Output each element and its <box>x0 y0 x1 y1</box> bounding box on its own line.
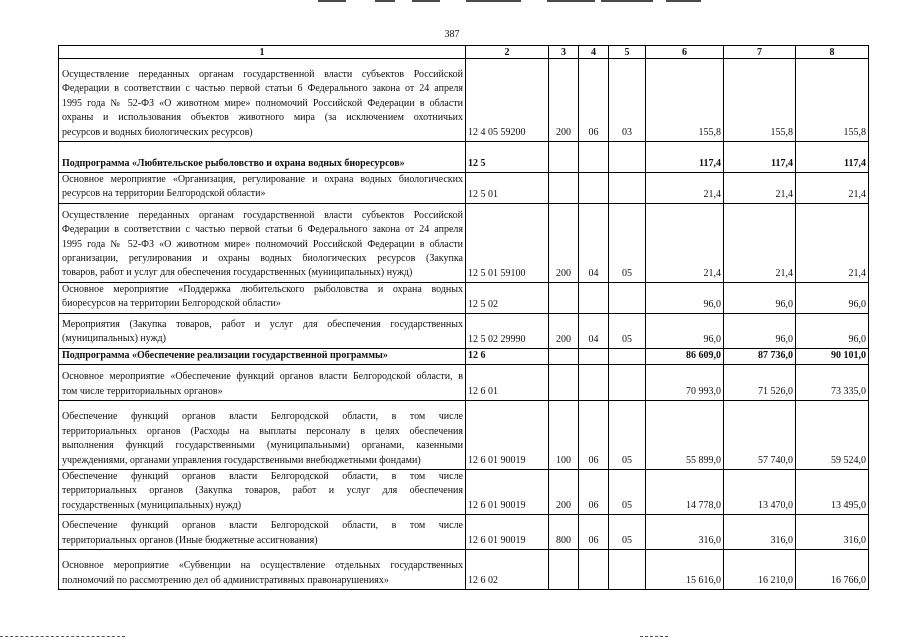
row-description <box>59 282 466 313</box>
subsection <box>609 282 646 313</box>
scan-edge-mark <box>0 636 125 637</box>
description-line: Обеспечение функций органов власти Белгородской области, в том числе <box>62 471 463 483</box>
amount-col-7: 87 736,0 <box>724 348 796 364</box>
expense-type: 200 <box>549 203 579 282</box>
row-description <box>59 348 466 364</box>
section <box>579 348 609 364</box>
table-row <box>59 348 869 364</box>
budget-code: 12 5 02 29990 <box>466 313 549 348</box>
scan-edge-mark <box>666 0 701 2</box>
description-line: (муниципальных) нужд) <box>62 333 166 345</box>
amount-col-8: 16 766,0 <box>796 550 869 590</box>
amount-col-6: 86 609,0 <box>646 348 724 364</box>
description-line: территориальных органов (Расходы на выплаты персоналу в целях обеспечения <box>62 425 463 437</box>
budget-code: 12 5 <box>466 142 549 173</box>
section <box>579 142 609 173</box>
budget-table <box>58 45 869 590</box>
amount-col-8: 96,0 <box>796 313 869 348</box>
expense-type <box>549 282 579 313</box>
amount-col-6: 21,4 <box>646 173 724 204</box>
table-row <box>59 203 869 282</box>
amount-col-8: 21,4 <box>796 203 869 282</box>
column-header-8: 8 <box>796 46 869 59</box>
expense-type <box>549 173 579 204</box>
description-line: Подпрограмма «Любительское рыболовство и охрана водных биоресурсов» <box>62 157 405 169</box>
row-description <box>59 515 466 550</box>
amount-col-8: 13 495,0 <box>796 470 869 515</box>
row-description <box>59 401 466 470</box>
section <box>579 282 609 313</box>
amount-col-6: 316,0 <box>646 515 724 550</box>
expense-type <box>549 348 579 364</box>
section: 06 <box>579 401 609 470</box>
section: 06 <box>579 515 609 550</box>
budget-code: 12 6 01 90019 <box>466 515 549 550</box>
amount-col-7: 155,8 <box>724 59 796 142</box>
amount-col-8: 21,4 <box>796 173 869 204</box>
section <box>579 550 609 590</box>
description-line: Федерации в соответствии с частью первой статьи 6 Федерального закона от 24 апреля <box>62 83 463 95</box>
subsection: 05 <box>609 401 646 470</box>
table-row <box>59 515 869 550</box>
amount-col-6: 96,0 <box>646 313 724 348</box>
amount-col-8: 90 101,0 <box>796 348 869 364</box>
row-description <box>59 550 466 590</box>
amount-col-7: 96,0 <box>724 313 796 348</box>
scan-edge-mark <box>375 0 395 2</box>
subsection <box>609 142 646 173</box>
description-line: Основное мероприятие «Организация, регулирование и охрана водных биологических <box>62 174 463 185</box>
amount-col-7: 21,4 <box>724 173 796 204</box>
column-header-2: 2 <box>466 46 549 59</box>
description-line: Подпрограмма «Обеспечение реализации государственной программы» <box>62 349 388 361</box>
section: 06 <box>579 59 609 142</box>
scan-edge-mark <box>547 0 595 2</box>
budget-code: 12 5 01 59100 <box>466 203 549 282</box>
expense-type: 200 <box>549 313 579 348</box>
column-header-4: 4 <box>579 46 609 59</box>
expense-type <box>549 550 579 590</box>
row-description <box>59 203 466 282</box>
amount-col-8: 96,0 <box>796 282 869 313</box>
amount-col-7: 13 470,0 <box>724 470 796 515</box>
subsection: 03 <box>609 59 646 142</box>
column-header-6: 6 <box>646 46 724 59</box>
table-row <box>59 282 869 313</box>
row-description <box>59 173 466 204</box>
scan-edge-mark <box>318 0 346 2</box>
amount-col-6: 155,8 <box>646 59 724 142</box>
expense-type: 200 <box>549 470 579 515</box>
amount-col-6: 117,4 <box>646 142 724 173</box>
description-line: Основное мероприятие «Обеспечение функций органов власти Белгородской области, в <box>62 371 463 383</box>
row-description <box>59 470 466 515</box>
scan-edge-mark <box>640 636 668 637</box>
section: 04 <box>579 203 609 282</box>
amount-col-6: 14 778,0 <box>646 470 724 515</box>
amount-col-8: 155,8 <box>796 59 869 142</box>
amount-col-6: 55 899,0 <box>646 401 724 470</box>
amount-col-7: 16 210,0 <box>724 550 796 590</box>
table-row <box>59 59 869 142</box>
column-header-3: 3 <box>549 46 579 59</box>
amount-col-7: 96,0 <box>724 282 796 313</box>
table-row <box>59 470 869 515</box>
subsection <box>609 173 646 204</box>
budget-table-body <box>59 59 869 590</box>
row-description <box>59 313 466 348</box>
description-line: том числе территориальных органов» <box>62 385 223 397</box>
description-line: ресурсов на территории Белгородской области» <box>62 188 266 200</box>
expense-type <box>549 365 579 401</box>
section: 06 <box>579 470 609 515</box>
description-line: Федерации в соответствии с частью первой статьи 6 Федерального закона от 24 апреля <box>62 224 463 236</box>
amount-col-7: 57 740,0 <box>724 401 796 470</box>
amount-col-7: 117,4 <box>724 142 796 173</box>
section <box>579 173 609 204</box>
description-line: Основное мероприятие «Субвенции на осуществление отдельных государственных <box>62 560 463 572</box>
subsection <box>609 348 646 364</box>
description-line: Обеспечение функций органов власти Белгородской области, в том числе <box>62 520 463 532</box>
budget-code: 12 6 01 <box>466 365 549 401</box>
column-header-7: 7 <box>724 46 796 59</box>
description-line: охраны и использования объектов животного мира (за исключением охотничьих <box>62 112 463 124</box>
amount-col-7: 316,0 <box>724 515 796 550</box>
table-row <box>59 173 869 204</box>
description-line: организации, регулирования и охраны водных биологических ресурсов (Закупка <box>62 253 463 264</box>
description-line: территориальных органов (Иные бюджетные ассигнования) <box>62 534 318 546</box>
description-line: Основное мероприятие «Поддержка любительского рыболовства и охрана водных <box>62 283 463 295</box>
page-number: 387 <box>444 29 460 40</box>
subsection <box>609 550 646 590</box>
budget-code: 12 4 05 59200 <box>466 59 549 142</box>
scan-edge-mark <box>412 0 440 2</box>
table-row <box>59 313 869 348</box>
description-line: товаров, работ и услуг для обеспечения государственных (муниципальных) нужд) <box>62 267 413 279</box>
row-description <box>59 365 466 401</box>
budget-code: 12 6 01 90019 <box>466 470 549 515</box>
column-header-1: 1 <box>59 46 466 59</box>
subsection <box>609 365 646 401</box>
scan-edge-mark <box>601 0 653 2</box>
amount-col-8: 117,4 <box>796 142 869 173</box>
amount-col-6: 21,4 <box>646 203 724 282</box>
amount-col-7: 71 526,0 <box>724 365 796 401</box>
budget-code: 12 6 <box>466 348 549 364</box>
amount-col-6: 15 616,0 <box>646 550 724 590</box>
budget-code: 12 5 01 <box>466 173 549 204</box>
amount-col-8: 316,0 <box>796 515 869 550</box>
description-line: Осуществление переданных органам государственной власти субъектов Российской <box>62 68 463 80</box>
table-header-row <box>59 46 869 59</box>
amount-col-6: 70 993,0 <box>646 365 724 401</box>
expense-type: 200 <box>549 59 579 142</box>
table-row <box>59 142 869 173</box>
description-line: ресурсов и водных биологических ресурсов) <box>62 126 253 138</box>
amount-col-8: 73 335,0 <box>796 365 869 401</box>
column-header-5: 5 <box>609 46 646 59</box>
amount-col-8: 59 524,0 <box>796 401 869 470</box>
budget-code: 12 5 02 <box>466 282 549 313</box>
description-line: 1995 года № 52-ФЗ «О животном мире» полномочий Российской Федерации в области <box>62 238 463 250</box>
subsection: 05 <box>609 470 646 515</box>
budget-code: 12 6 01 90019 <box>466 401 549 470</box>
description-line: 1995 года № 52-ФЗ «О животном мире» полномочий Российской Федерации в области <box>62 97 463 109</box>
description-line: территориальных органов (Закупка товаров, работ и услуг для обеспечения <box>62 485 463 497</box>
amount-col-6: 96,0 <box>646 282 724 313</box>
description-line: биоресурсов на территории Белгородской области» <box>62 298 281 310</box>
description-line: Мероприятия (Закупка товаров, работ и услуг для обеспечения государственных <box>62 318 463 330</box>
description-line: полномочий по рассмотрению дел об административных правонарушениях» <box>62 574 389 586</box>
subsection: 05 <box>609 313 646 348</box>
section <box>579 365 609 401</box>
description-line: учреждениями, органами управления государственными внебюджетными фондами) <box>62 454 421 466</box>
table-row <box>59 401 869 470</box>
row-description <box>59 142 466 173</box>
row-description <box>59 59 466 142</box>
budget-code: 12 6 02 <box>466 550 549 590</box>
expense-type: 800 <box>549 515 579 550</box>
expense-type: 100 <box>549 401 579 470</box>
expense-type <box>549 142 579 173</box>
scan-edge-mark <box>466 0 521 2</box>
subsection: 05 <box>609 515 646 550</box>
description-line: Обеспечение функций органов власти Белгородской области, в том числе <box>62 411 463 423</box>
table-row <box>59 550 869 590</box>
description-line: Осуществление переданных органам государственной власти субъектов Российской <box>62 209 463 221</box>
section: 04 <box>579 313 609 348</box>
subsection: 05 <box>609 203 646 282</box>
table-row <box>59 365 869 401</box>
description-line: государственных (муниципальных) нужд) <box>62 499 242 511</box>
description-line: выполнения функций государственными (муниципальными) органами, казенными <box>62 440 463 452</box>
amount-col-7: 21,4 <box>724 203 796 282</box>
